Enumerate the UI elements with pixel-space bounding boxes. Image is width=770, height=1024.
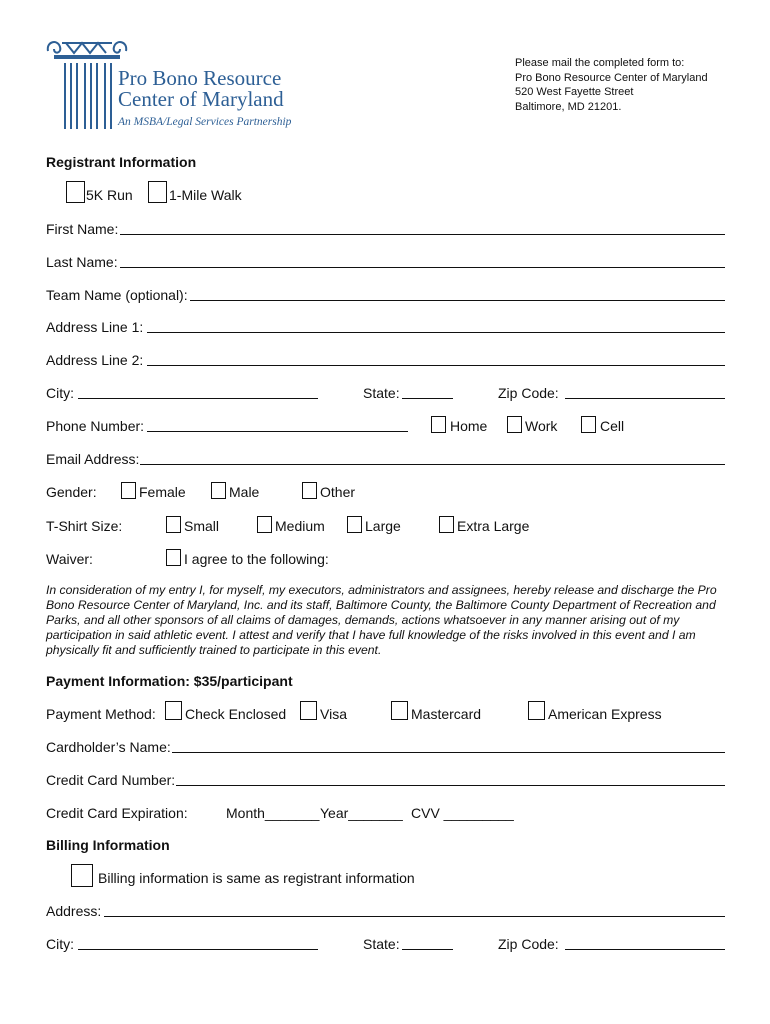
team-name-label: Team Name (optional):	[46, 287, 188, 303]
medium-label: Medium	[275, 518, 325, 534]
visa-checkbox[interactable]	[300, 701, 317, 720]
cell-label: Cell	[600, 418, 625, 434]
home-label: Home	[450, 418, 488, 434]
mail-line-1: Please mail the completed form to:	[515, 57, 685, 69]
address1-label: Address Line 1:	[46, 319, 144, 335]
xlarge-checkbox[interactable]	[439, 516, 454, 533]
cvv-field[interactable]: CVV _________	[411, 805, 514, 821]
female-checkbox[interactable]	[121, 482, 136, 499]
address2-field[interactable]	[147, 365, 725, 366]
mail-address	[515, 56, 708, 114]
other-label: Other	[320, 484, 356, 500]
cell-checkbox[interactable]	[581, 416, 596, 433]
address1-field[interactable]	[147, 332, 725, 333]
billing-same-checkbox[interactable]	[71, 864, 93, 887]
email-field[interactable]	[140, 464, 725, 465]
payment-method-label: Payment Method:	[46, 706, 156, 722]
tshirt-label: T-Shirt Size:	[46, 518, 123, 534]
mail-line-4: Baltimore, MD 21201.	[515, 100, 622, 113]
home-checkbox[interactable]	[431, 416, 446, 433]
billing-city-field[interactable]	[78, 949, 318, 950]
mastercard-checkbox[interactable]	[391, 701, 408, 720]
payment-heading: Payment Information: $35/participant	[46, 673, 293, 689]
gender-label: Gender:	[46, 484, 97, 500]
agree-checkbox[interactable]	[166, 549, 181, 566]
card-number-field[interactable]	[176, 785, 725, 786]
address2-label: Address Line 2:	[46, 352, 144, 368]
phone-field[interactable]	[147, 431, 408, 432]
billing-state-label: State:	[363, 936, 400, 952]
visa-label: Visa	[320, 706, 347, 722]
amex-label: American Express	[548, 706, 662, 722]
last-name-field[interactable]	[120, 267, 725, 268]
medium-checkbox[interactable]	[257, 516, 272, 533]
billing-address-field[interactable]	[104, 916, 725, 917]
logo-tagline: An MSBA/Legal Services Partnership	[118, 116, 292, 128]
work-checkbox[interactable]	[507, 416, 522, 433]
small-label: Small	[184, 518, 220, 534]
waiver-label: Waiver:	[46, 551, 93, 567]
agree-label: I agree to the following:	[184, 551, 329, 567]
other-checkbox[interactable]	[302, 482, 317, 499]
mail-line-2: Pro Bono Resource Center of Maryland	[515, 71, 708, 84]
team-name-field[interactable]	[190, 300, 725, 301]
zip-label: Zip Code:	[498, 385, 559, 401]
waiver-text: In consideration of my entry I, for myself, my executors, administrators and assignees, hereby release and discharge the Pro Bono Resource Center of Maryland, Inc. and its staff, Baltimore County, the Baltimore County Department of Recreation and Parks, and all other sponsors of all claims of damages, demands, actions whatsoever in any manner arising out of my participation in said athletic event. I attest and verify that I have full knowledge of the risks involved in this event and I am physically fit and sufficiently trained to participate in this event.	[46, 583, 717, 657]
amex-checkbox[interactable]	[528, 701, 545, 720]
5k-run-label: 5K Run	[86, 187, 133, 203]
year-field[interactable]: Year_______	[320, 805, 403, 821]
billing-city-label: City:	[46, 936, 74, 952]
expiration-label: Credit Card Expiration:	[46, 805, 188, 821]
small-checkbox[interactable]	[166, 516, 181, 533]
registrant-heading: Registrant Information	[46, 154, 197, 170]
logo-line-1: Pro Bono Resource	[118, 66, 282, 90]
xlarge-label: Extra Large	[457, 518, 530, 534]
billing-zip-label: Zip Code:	[498, 936, 559, 952]
logo-line-2: Center of Maryland	[118, 87, 284, 111]
billing-heading: Billing Information	[46, 837, 170, 853]
walk-label: 1-Mile Walk	[169, 187, 242, 203]
city-label: City:	[46, 385, 74, 401]
5k-run-checkbox[interactable]	[66, 181, 85, 203]
male-checkbox[interactable]	[211, 482, 226, 499]
billing-state-field[interactable]	[402, 949, 453, 950]
large-label: Large	[365, 518, 401, 534]
billing-same-label: Billing information is same as registrant information	[98, 870, 415, 886]
city-field[interactable]	[78, 398, 318, 399]
check-enclosed-label: Check Enclosed	[185, 706, 287, 722]
walk-checkbox[interactable]	[148, 181, 167, 203]
billing-zip-field[interactable]	[565, 949, 725, 950]
work-label: Work	[525, 418, 558, 434]
zip-field[interactable]	[565, 398, 725, 399]
mastercard-label: Mastercard	[411, 706, 482, 722]
billing-address-label: Address:	[46, 903, 102, 919]
card-number-label: Credit Card Number:	[46, 772, 176, 788]
last-name-label: Last Name:	[46, 254, 118, 270]
check-enclosed-checkbox[interactable]	[165, 701, 182, 720]
female-label: Female	[139, 484, 186, 500]
cardholder-field[interactable]	[172, 752, 725, 753]
state-field[interactable]	[402, 398, 453, 399]
large-checkbox[interactable]	[347, 516, 362, 533]
first-name-label: First Name:	[46, 221, 119, 237]
male-label: Male	[229, 484, 260, 500]
mail-line-3: 520 West Fayette Street	[515, 86, 634, 98]
email-label: Email Address:	[46, 451, 140, 467]
month-field[interactable]: Month_______	[226, 805, 320, 821]
first-name-field[interactable]	[120, 234, 725, 235]
phone-label: Phone Number:	[46, 418, 145, 434]
state-label: State:	[363, 385, 400, 401]
cardholder-label: Cardholder’s Name:	[46, 739, 171, 755]
